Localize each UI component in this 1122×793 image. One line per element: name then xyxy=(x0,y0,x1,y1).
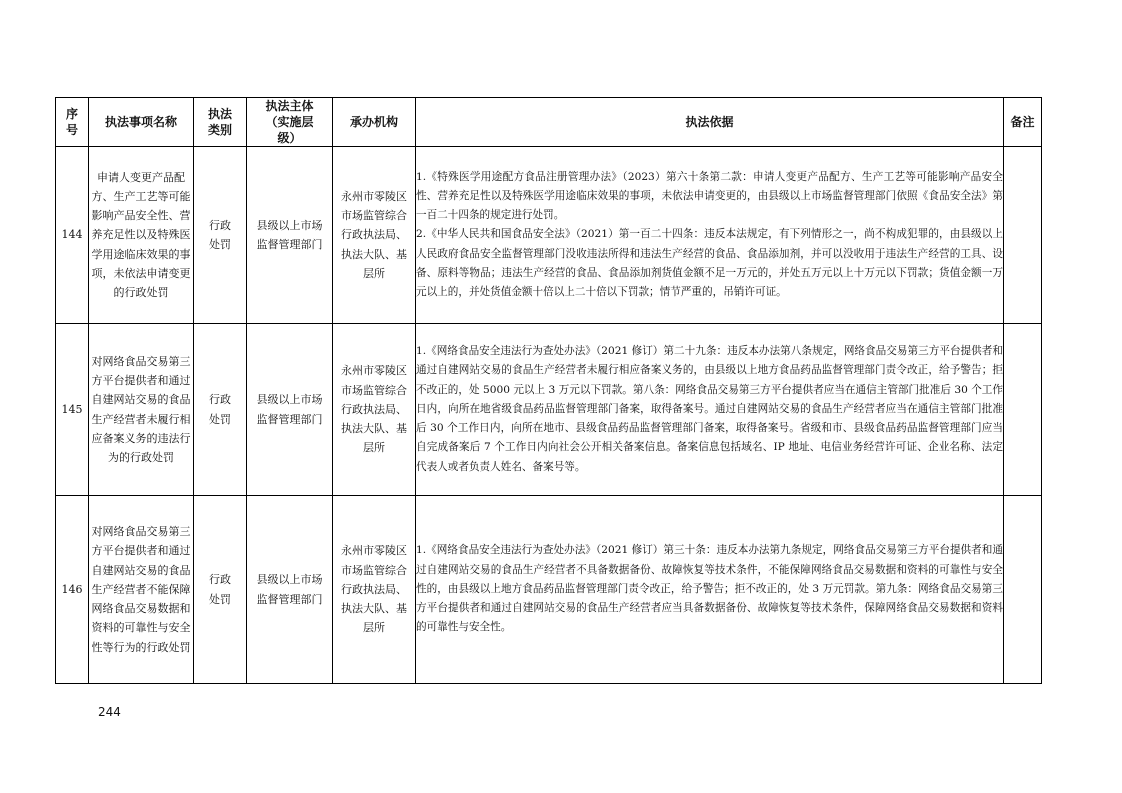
row-item-name: 申请人变更产品配方、生产工艺等可能影响产品安全性、营养充足性以及特殊医学用途临床效果的事项，未依法申请变更的行政处罚 xyxy=(89,147,194,324)
header-basis: 执法依据 xyxy=(416,98,1004,147)
row-agency: 永州市零陵区市场监管综合行政执法局、执法大队、基层所 xyxy=(333,324,416,496)
header-remarks: 备注 xyxy=(1004,98,1042,147)
table-row xyxy=(56,496,1042,684)
row-basis xyxy=(416,324,1004,496)
header-category: 执法类别 xyxy=(194,98,247,147)
row-subject: 县级以上市场监督管理部门 xyxy=(247,147,333,324)
basis-paragraph: 1.《网络食品安全违法行为查处办法》（2021 修订）第三十条：违反本办法第九条规定，网络食品交易第三方平台提供者和通过自建网站交易的食品生产经营者不具备数据备份、故障恢复等技术条件，不能保障网络食品交易数据和资料的可靠性与安全性的，由县级以上地方食品药品监督管理部门责令改正，给予警告；拒不改正的，处 3 万元罚款。第九条：网络食品交易第三方平台提供者和通过自建网站交易的食品生产经营者应当具备数据备份、故障恢复等技术条件，保障网络食品交易数据和资料的可靠性与安全性。 xyxy=(416,544,1003,634)
row-category: 行政处罚 xyxy=(194,147,247,324)
row-category: 行政处罚 xyxy=(194,324,247,496)
table-row xyxy=(56,147,1042,324)
row-subject: 县级以上市场监督管理部门 xyxy=(247,496,333,684)
header-row xyxy=(56,98,1042,147)
row-item-name: 对网络食品交易第三方平台提供者和通过自建网站交易的食品生产经营者未履行相应备案义务的违法行为的行政处罚 xyxy=(89,324,194,496)
basis-paragraph: 1.《特殊医学用途配方食品注册管理办法》（2023）第六十条第二款：申请人变更产品配方、生产工艺等可能影响产品安全性、营养充足性以及特殊医学用途临床效果的事项，未依法申请变更的，由县级以上市场监督管理部门依照《食品安全法》第一百二十四条的规定进行处罚。 xyxy=(416,170,1003,222)
row-remarks xyxy=(1004,324,1042,496)
row-subject: 县级以上市场监督管理部门 xyxy=(247,324,333,496)
row-seq: 146 xyxy=(56,496,89,684)
row-basis xyxy=(416,496,1004,684)
page-number: 244 xyxy=(98,705,121,719)
row-category: 行政处罚 xyxy=(194,496,247,684)
row-item-name: 对网络食品交易第三方平台提供者和通过自建网站交易的食品生产经营者不能保障网络食品交易数据和资料的可靠性与安全性等行为的行政处罚 xyxy=(89,496,194,684)
row-seq: 145 xyxy=(56,324,89,496)
basis-paragraph: 2.《中华人民共和国食品安全法》（2021）第一百二十四条：违反本法规定，有下列情形之一，尚不构成犯罪的，由县级以上人民政府食品安全监督管理部门没收违法所得和违法生产经营的食品、食品添加剂，并可以没收用于违法生产经营的工具、设备、原料等物品；违法生产经营的食品、食品添加剂货值金额不足一万元的，并处五万元以上十万元以下罚款；货值金额一万元以上的，并处货值金额十倍以上二十倍以下罚款；情节严重的，吊销许可证。 xyxy=(416,228,1003,298)
row-agency: 永州市零陵区市场监管综合行政执法局、执法大队、基层所 xyxy=(333,147,416,324)
table-row xyxy=(56,324,1042,496)
header-agency: 承办机构 xyxy=(333,98,416,147)
row-basis xyxy=(416,147,1004,324)
row-remarks xyxy=(1004,147,1042,324)
row-remarks xyxy=(1004,496,1042,684)
enforcement-table xyxy=(55,97,1042,684)
row-agency: 永州市零陵区市场监管综合行政执法局、执法大队、基层所 xyxy=(333,496,416,684)
header-subject: 执法主体（实施层级） xyxy=(247,98,333,147)
header-seq: 序号 xyxy=(56,98,89,147)
row-seq: 144 xyxy=(56,147,89,324)
basis-paragraph: 1.《网络食品安全违法行为查处办法》（2021 修订）第二十九条：违反本办法第八条规定，网络食品交易第三方平台提供者和通过自建网站交易的食品生产经营者未履行相应备案义务的，由县级以上地方食品药品监督管理部门责令改正，给予警告；拒不改正的，处 5000 元以上 3 万元以下罚款。第八条：网络食品交易第三方平台提供者应当在通信主管部门批准后 30 个工作日内，向所在地省级食品药品监督管理部门备案，取得备案号。通过自建网站交易的食品生产经营者应当在通信主管部门批准后 30 个工作日内，向所在地市、县级食品药品监督管理部门备案，取得备案号。省级和市、县级食品药品监督管理部门应当自完成备案后 7 个工作日内向社会公开相关备案信息。备案信息包括域名、IP 地址、电信业务经营许可证、企业名称、法定代表人或者负责人姓名、备案号等。 xyxy=(416,345,1003,473)
header-name: 执法事项名称 xyxy=(89,98,194,147)
